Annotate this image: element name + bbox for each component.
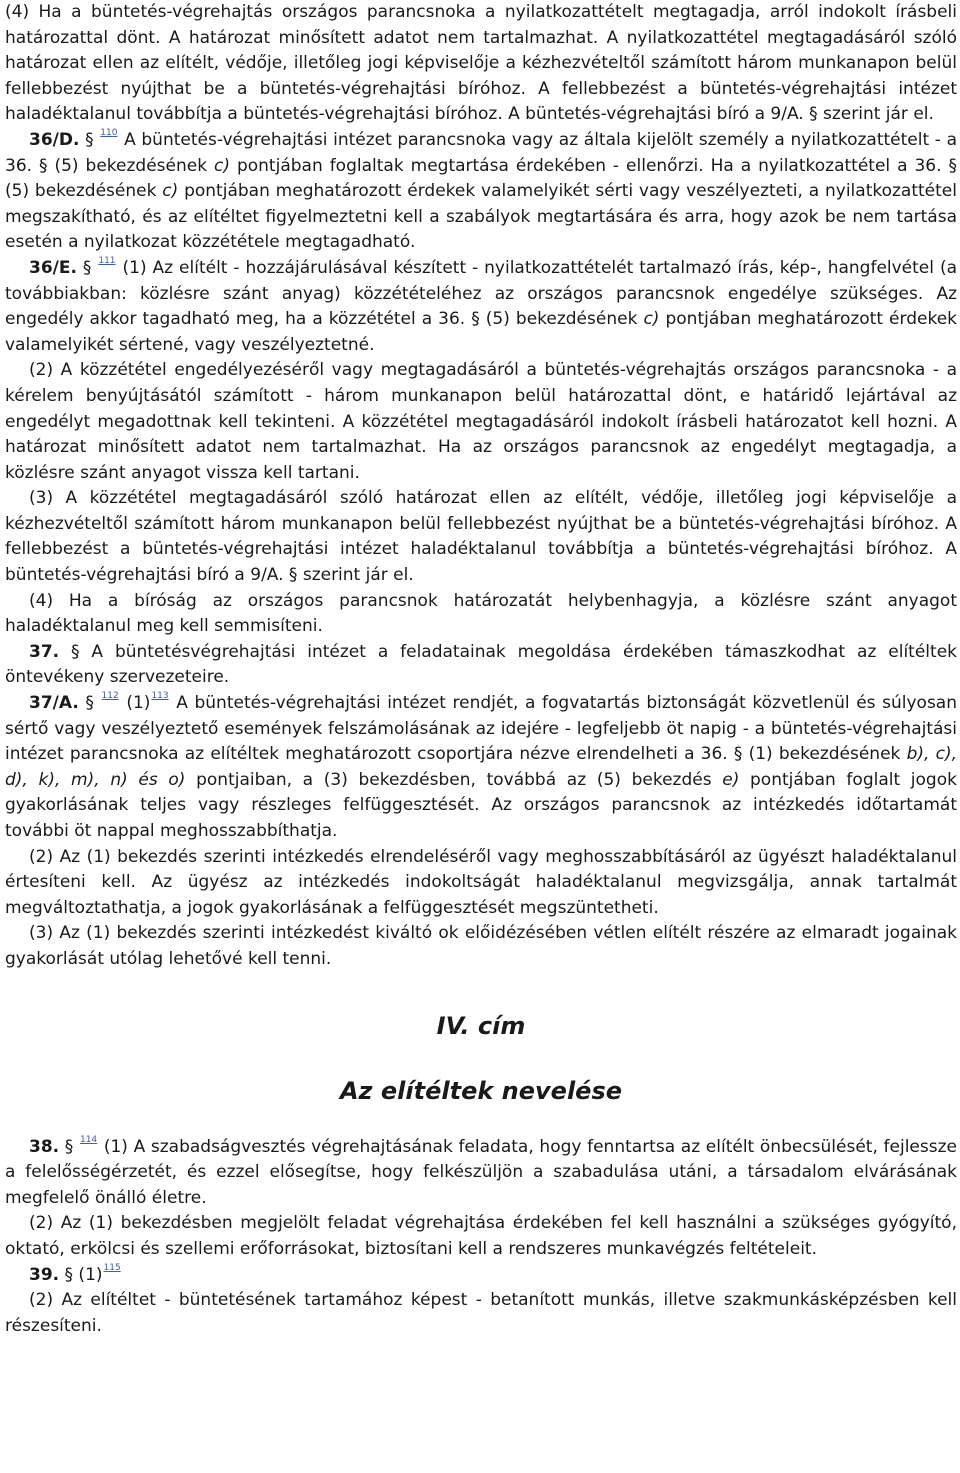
paragraph-text: (2) Az elítéltet - büntetésének tartamához képest - betanított munkás, illetve szakmunkásképzésben kell részesíteni. (5, 1290, 957, 1336)
paragraph-p37a2 (5, 845, 957, 922)
paragraph-text: A büntetés-végrehajtási intézet rendjét, a fogvatartás biztonságát közvetlenül és súlyosan sértő vagy veszélyeztető események felszámolásának az idejére - legfeljebb öt napig - a büntetés-végrehajtási intézet parancsnoka az elítéltek meghatározott csoportjára nézve elrendelheti a 36. § (1) bekezdésének (5, 693, 957, 765)
paragraph-text: (3) A közzététel megtagadásáról szóló határozat ellen az elítélt, védője, illetőleg jogi képviselője a kézhezvételtől számított három munkanapon belül fellebbezést nyújthat be a büntetés-végrehajtási bíróhoz. A fellebbezést a büntetés-végrehajtási intézet haladéktalanul továbbítja a büntetés-végrehajtási bíróhoz. A büntetés-végrehajtási bíró a 9/A. § szerint jár el. (5, 488, 957, 586)
footnote-link[interactable]: 110 (100, 127, 118, 138)
paragraph-text: § (78, 693, 101, 714)
paragraph-p36e2 (5, 358, 957, 486)
section-number: 37/A. (29, 693, 79, 714)
paragraph-p37 (5, 640, 957, 691)
paragraph-text: (2) A közzététel engedélyezéséről vagy megtagadásáról a büntetés-végrehajtás országos parancsnoka - a kérelem benyújtásától számított - három munkanapon belül határozattal dönt, e határidő lejártával az engedélyt megadottnak kell tekinteni. A közzététel megtagadásáról indokolt írásbeli határozatot kell hozni. A határozat minősített adatot nem tartalmazhat. Ha az országos parancsnok az engedélyt megtagadja, a közlésre szánt anyagot vissza kell tartani. (5, 360, 957, 483)
paragraph-text: § (1) (59, 1264, 103, 1285)
section-number: 37. (29, 641, 60, 662)
paragraph-p38b (5, 1211, 957, 1262)
paragraph-p36e4 (5, 589, 957, 640)
paragraph-text: (3) Az (1) bekezdés szerinti intézkedést kiváltó ok előidézésében vétlen elítélt részére az elmaradt jogainak gyakorlását utólag lehetővé kell tenni. (5, 923, 957, 969)
section-number: 38. (29, 1136, 60, 1157)
paragraph-p37a1 (5, 691, 957, 845)
paragraph-text: (1) A szabadságvesztés végrehajtásának feladata, hogy fenntartsa az elítélt önbecsülését, fejlessze a felelősségérzetét, és ezzel elősegítse, hogy felkészüljön a szabadulása utáni, a társadalom elvárásának megfelelő önálló életre. (5, 1136, 957, 1208)
paragraph-text: (1) Az elítélt - hozzájárulásával készített - nyilatkozattételét tartalmazó írás, kép-, hangfelvétel (a továbbiakban: közlésre szánt anyag) közzétételéhez az országos parancsnok engedélye szükséges. Az engedély akkor tagadható meg, ha a közzététel a 36. § (5) bekezdésének (5, 257, 957, 330)
footnote-link[interactable]: 114 (79, 1134, 98, 1145)
footnote-link[interactable]: 115 (103, 1262, 121, 1273)
paragraph-text: pontjában meghatározott érdekek valamelyikét sérti vagy veszélyezteti, a nyilatkozattétel megszakítható, és az elítéltet figyelmeztetni kell a szabályok megtartására és arra, hogy azok be nem tartása esetén a nyilatkozat közzététele megtagadható. (5, 181, 957, 253)
section-number: 39. (29, 1264, 60, 1285)
section-number: 36/D. (29, 129, 80, 150)
paragraph-text: (2) Az (1) bekezdésben megjelölt feladat végrehajtása érdekében fel kell használni a szükséges gyógyító, oktató, erkölcsi és szellemi erőforrásokat, biztosítani kell a rendszeres munkavégzés feltételeit. (5, 1213, 957, 1259)
section-heading: Az elítéltek nevelése (339, 1076, 623, 1105)
point-reference: b), c), d), k), m), n) és o) (5, 744, 957, 790)
footnote-link[interactable]: 111 (98, 255, 116, 266)
paragraph-p38a (5, 1135, 957, 1212)
paragraph-text: § (76, 257, 98, 278)
paragraph-p39b (5, 1288, 957, 1339)
paragraph-text: (2) Az (1) bekezdés szerinti intézkedés elrendeléséről vagy meghosszabbításáról az ügyészt haladéktalanul értesíteni kell. Az ügyész az intézkedés indokoltságát haladéktalanul megvizsgálja, annak tartalmát megváltoztathatja, a jogok gyakorlásának a felfüggesztését megszüntetheti. (5, 846, 957, 918)
point-reference: c) (214, 155, 230, 176)
paragraph-p36d (5, 128, 957, 256)
paragraph-text: pontjában foglalt jogok gyakorlásának teljes vagy részleges felfüggesztését. Az országos parancsnok az intézkedés időtartamát további öt nappal meghosszabbíthatja. (5, 769, 957, 841)
paragraph-text: § A büntetésvégrehajtási intézet a feladatainak megoldása érdekében támaszkodhat az elítéltek öntevékeny szervezeteire. (5, 641, 957, 688)
paragraph-text: § (79, 129, 100, 150)
section-number: 36/E. (29, 257, 77, 278)
paragraph-p36c4a (5, 0, 957, 128)
paragraphs-before-heading (5, 0, 957, 973)
point-reference: c) (643, 309, 660, 330)
point-reference: c) (162, 181, 179, 202)
paragraph-p39a (5, 1263, 957, 1289)
footnote-link[interactable]: 112 (101, 691, 119, 702)
paragraphs-after-heading (5, 1135, 957, 1340)
chapter-heading: IV. cím (436, 1011, 526, 1040)
paragraph-text: pontjában meghatározott érdekek valamelyikét sértené, vagy veszélyeztetné. (5, 309, 957, 355)
paragraph-p37a3 (5, 921, 957, 972)
paragraph-text: pontjában foglaltak megtartása érdekében - ellenőrzi. Ha a nyilatkozattétel a 36. § (5) bekezdésének (5, 155, 957, 202)
paragraph-text: (1) (119, 693, 151, 714)
paragraph-p36e1 (5, 256, 957, 358)
paragraph-text: (4) Ha a büntetés-végrehajtás országos parancsnoka a nyilatkozattételt megtagadja, arról indokolt írásbeli határozattal dönt. A határozat minősített adatot nem tartalmazhat. A nyilatkozattétel megtagadásáról szóló határozat ellen az elítélt, védője, illetőleg jogi képviselője a kézhezvételtől számított három munkanapon belül fellebbezést nyújthat be a büntetés-végrehajtási bíróhoz. A fellebbezést a büntetés-végrehajtási intézet haladéktalanul továbbítja a büntetés-végrehajtási bíróhoz. A büntetés-végrehajtási bíró a 9/A. § szerint jár el. (5, 2, 957, 125)
paragraph-p36e3 (5, 486, 957, 588)
paragraph-text: A büntetés-végrehajtási intézet parancsnoka vagy az általa kijelölt személy a nyilatkozattételt - a 36. § (5) bekezdésének (5, 129, 957, 176)
footnote-link[interactable]: 113 (151, 691, 169, 702)
point-reference: e) (722, 769, 740, 790)
paragraph-text: (4) Ha a bíróság az országos parancsnok határozatát helybenhagyja, a közlésre szánt anyagot haladéktalanul meg kell semmisíteni. (5, 590, 957, 637)
paragraph-text: § (59, 1136, 79, 1157)
paragraph-text: pontjaiban, a (3) bekezdésben, továbbá az (5) bekezdés (185, 769, 723, 790)
